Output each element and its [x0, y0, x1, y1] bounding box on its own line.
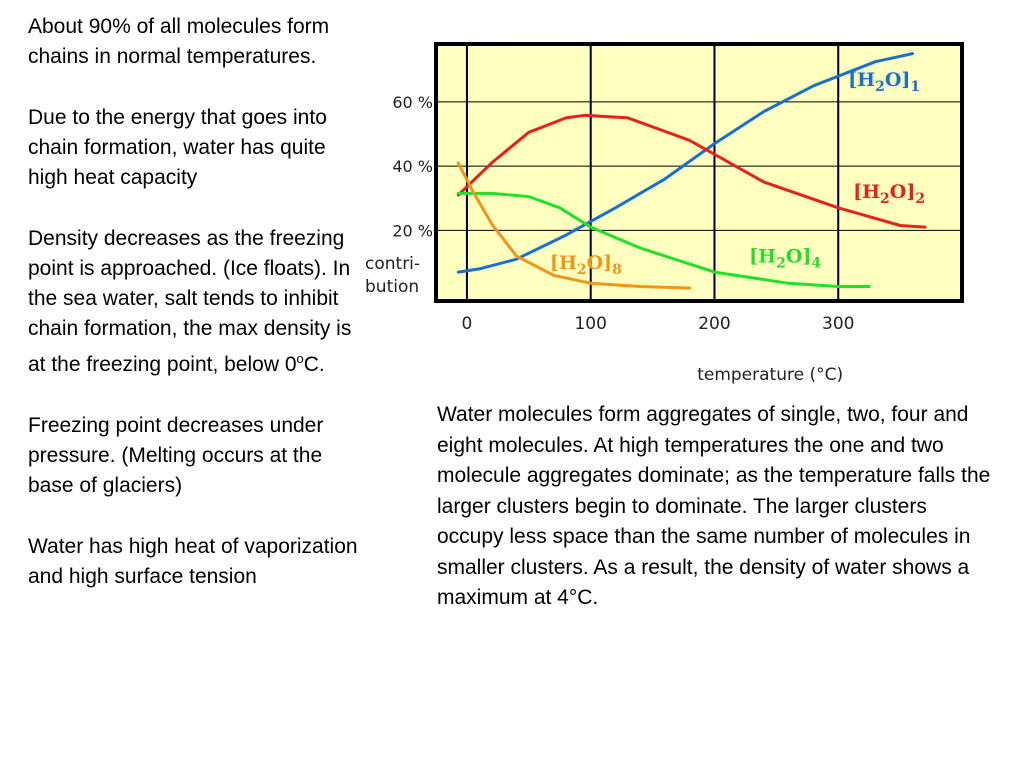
y-tick-label: 60 % — [392, 92, 433, 112]
x-axis-label: temperature (°C) — [697, 365, 844, 385]
fact-density-text: Density decreases as the freezing point is approached. (Ice floats). In the sea water, salt tends to inhibit chain formation, the max density is at the freezing point, below 0 — [28, 227, 352, 376]
series-label-subscript: 2 — [776, 255, 786, 272]
water-cluster-chart — [355, 30, 975, 390]
left-text-column — [28, 12, 363, 623]
series-label-part: O] — [586, 251, 613, 274]
series-label-part: [H — [848, 68, 876, 91]
series-label-part: O] — [889, 181, 916, 204]
series-label-part: [H — [853, 181, 881, 204]
x-tick-label: 100 — [574, 314, 607, 334]
series-label-subscript: 2 — [875, 78, 885, 95]
x-tick-label: 300 — [822, 314, 855, 334]
fact-density — [28, 224, 363, 380]
y-tick-label: 40 % — [392, 157, 433, 177]
fact-chains: About 90% of all molecules form chains in normal temperatures. — [28, 15, 330, 68]
degree-sup: o — [296, 351, 304, 366]
series-label-part: O] — [884, 68, 911, 91]
series-label-subscript: 8 — [612, 261, 622, 278]
x-tick-label: 0 — [461, 314, 473, 334]
fact-vaporization: Water has high heat of vaporization and high surface tension — [28, 535, 358, 588]
series-label-part: [H — [549, 251, 577, 274]
series-label-subscript: 4 — [811, 255, 822, 272]
fact-density-tail: C. — [303, 353, 325, 376]
series-label-subscript: 2 — [576, 261, 587, 278]
x-tick-label: 200 — [698, 314, 731, 334]
y-axis-label: contri- — [365, 254, 421, 274]
y-axis-label: bution — [365, 277, 420, 297]
series-label-subscript: 1 — [910, 78, 921, 95]
explanation-paragraph: Water molecules form aggregates of single, two, four and eight molecules. At high temperatures the one and two molecule aggregates dominate; as the temperature falls the larger clusters begin to dominate. The larger clusters occupy less space than the same number of molecules in smaller clusters. As a result, the density of water shows a maximum at 4°C. — [437, 403, 991, 609]
series-label-subscript: 2 — [880, 191, 890, 208]
y-tick-label: 20 % — [392, 221, 433, 241]
fact-heat-capacity: Due to the energy that goes into chain formation, water has quite high heat capacity — [28, 106, 327, 189]
series-label-part: [H — [749, 245, 777, 268]
fact-freezing-point: Freezing point decreases under pressure. (Melting occurs at the base of glaciers) — [28, 414, 324, 497]
series-label-part: O] — [785, 245, 812, 268]
series-label-subscript: 2 — [915, 191, 926, 208]
